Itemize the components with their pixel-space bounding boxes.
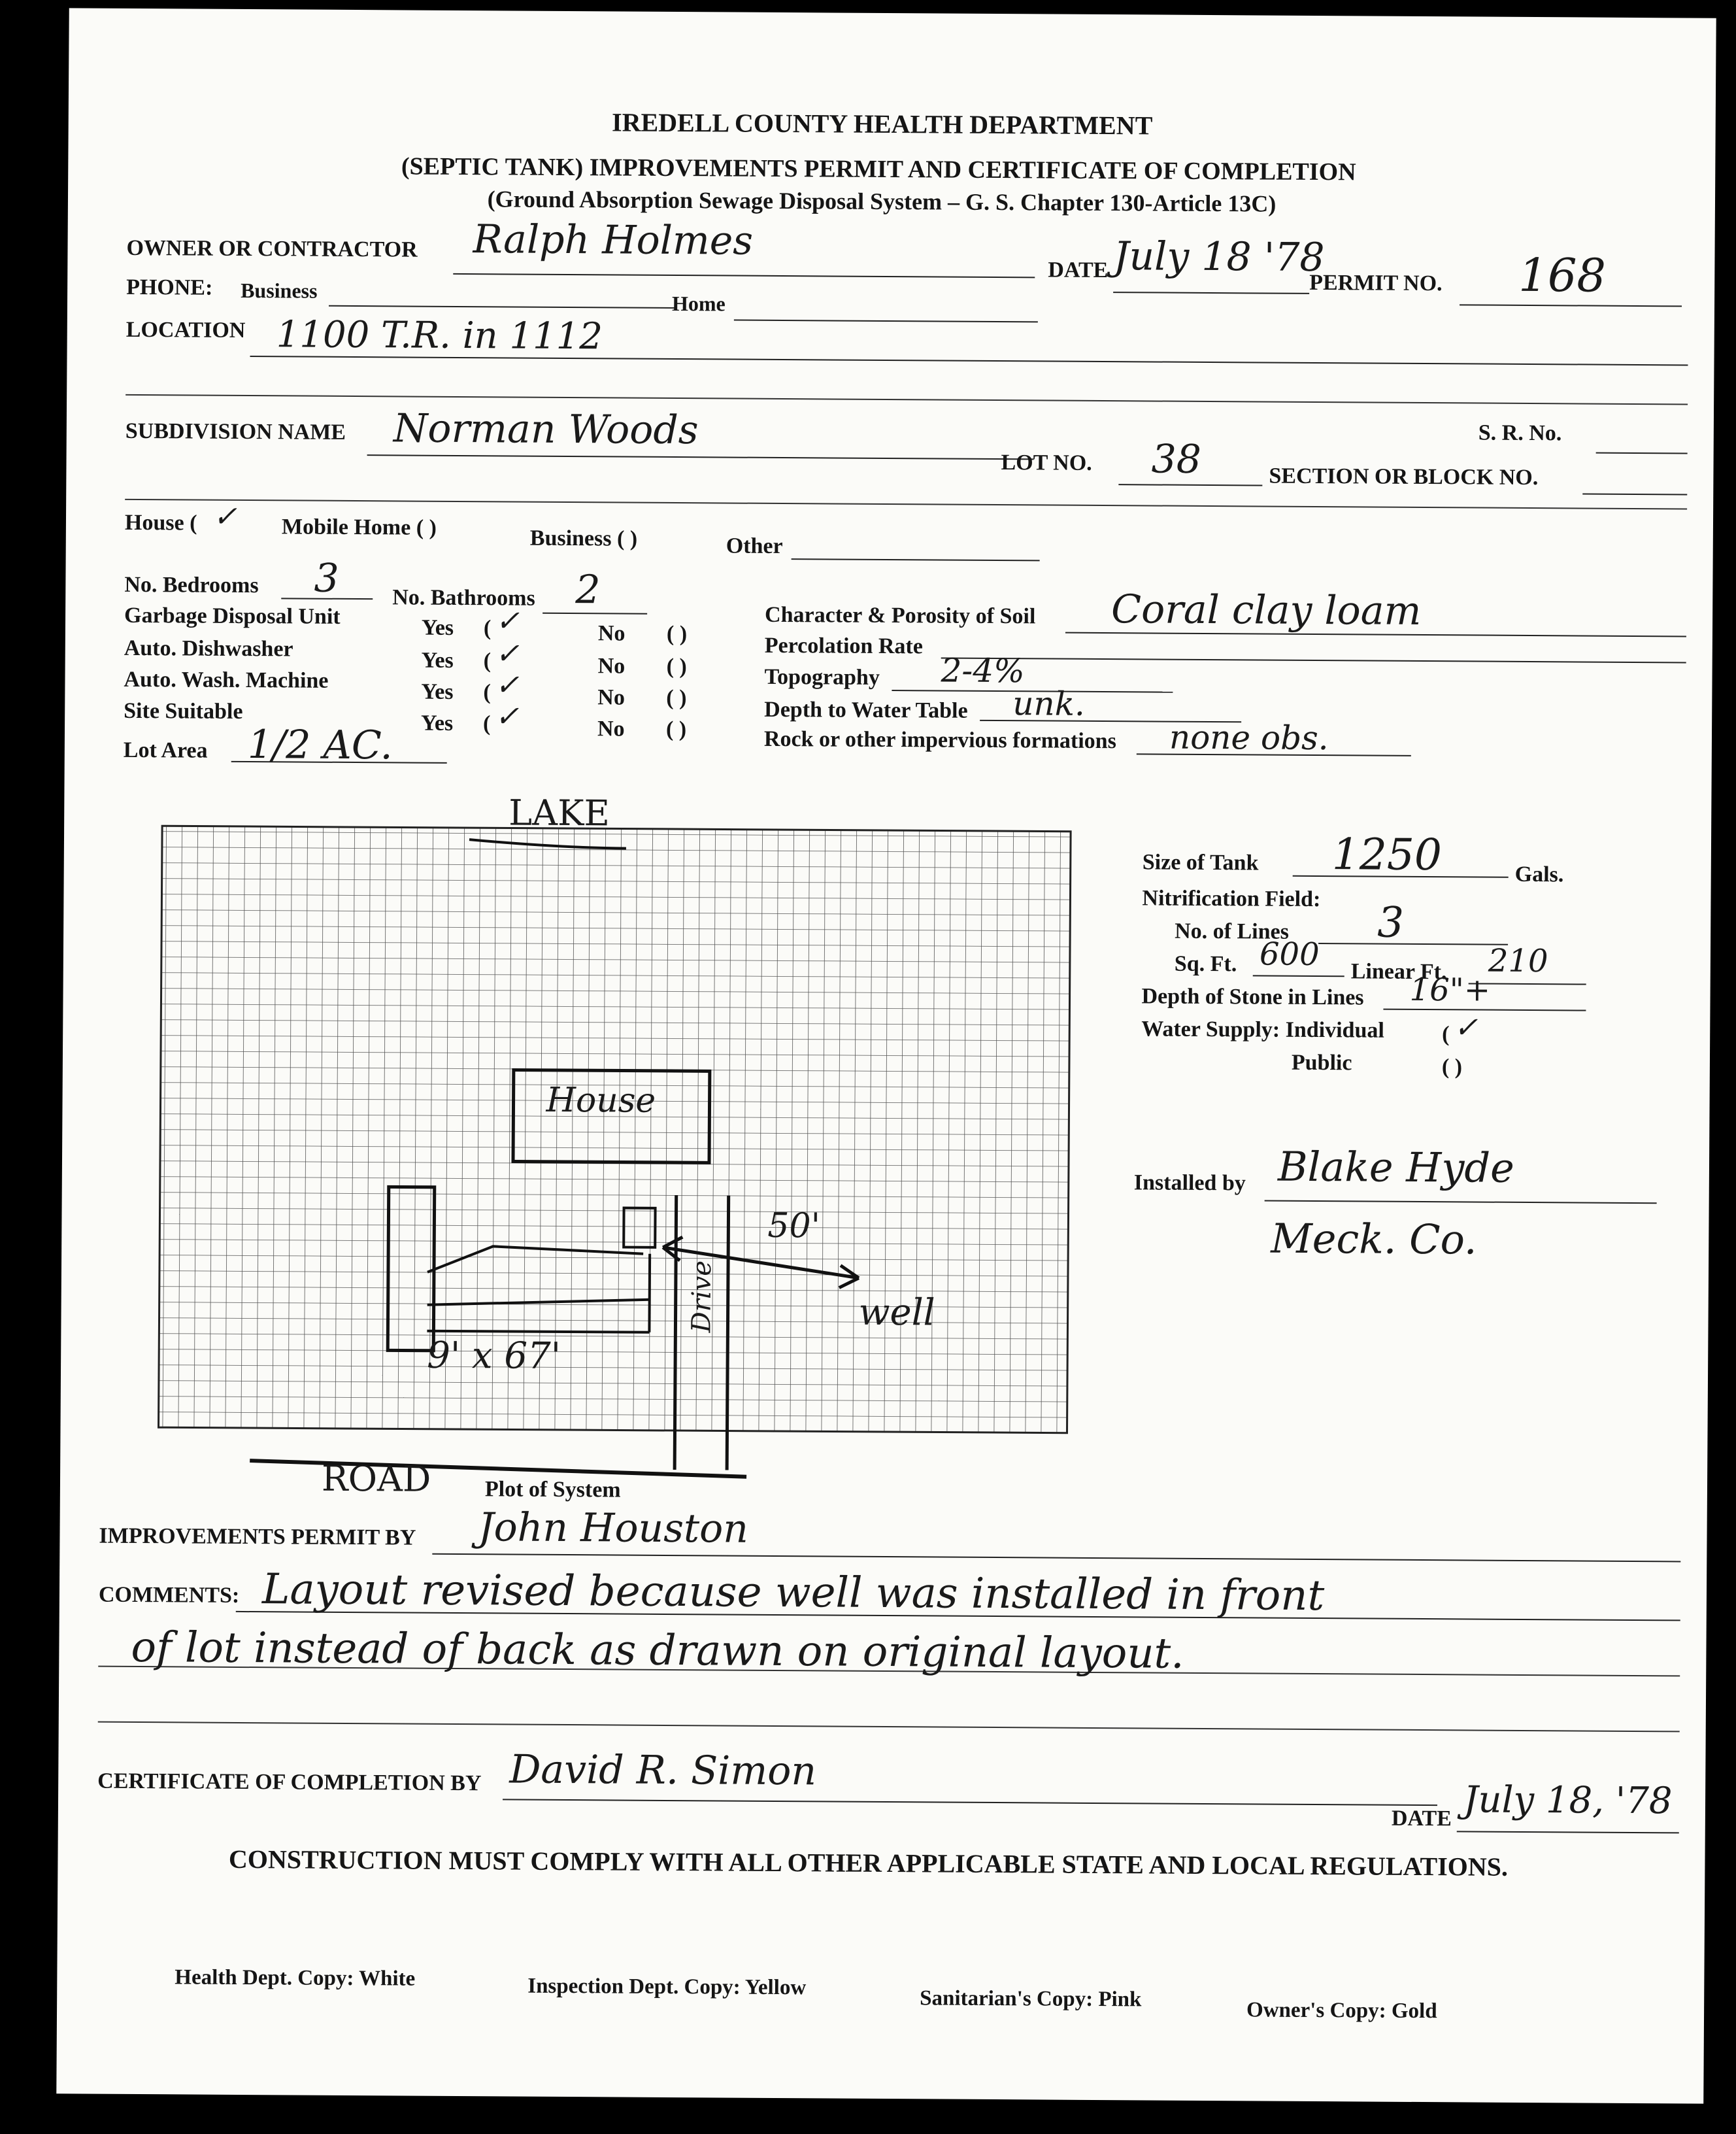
stone-depth-label: Depth of Stone in Lines <box>1141 984 1364 1010</box>
comments-rule <box>98 1721 1680 1733</box>
plot-drive-label: Drive <box>686 1260 718 1333</box>
bathrooms-label: No. Bathrooms <box>392 585 535 611</box>
subdivision-value: Norman Woods <box>393 405 699 454</box>
date-line <box>1113 292 1309 294</box>
sqft-value: 600 <box>1259 936 1320 974</box>
certificate-value: David R. Simon <box>509 1746 817 1795</box>
dishwasher-yes-check: ✓ <box>495 637 520 671</box>
installed-by-value: Blake Hyde <box>1277 1142 1515 1192</box>
subdivision-label: SUBDIVISION NAME <box>125 418 346 445</box>
sqft-label: Sq. Ft. <box>1174 951 1237 977</box>
certificate-line <box>503 1799 1437 1806</box>
plot-lake-label: LAKE <box>509 792 610 834</box>
plot-house-label: House <box>546 1080 656 1121</box>
copy-health: Health Dept. Copy: White <box>175 1965 416 1991</box>
permit-title: (SEPTIC TANK) IMPROVEMENTS PERMIT AND CERTIFICATE OF COMPLETION <box>401 152 1356 186</box>
installed-by-line <box>1265 1200 1657 1204</box>
dishwasher-label: Auto. Dishwasher <box>124 635 293 662</box>
site-yes-paren: ( <box>482 711 491 736</box>
water-supply-label: Water Supply: Individual <box>1141 1017 1385 1043</box>
date-value: July 18 '78 <box>1113 233 1325 281</box>
site-yes-check: ✓ <box>495 700 520 734</box>
mobile-home-label: Mobile Home ( ) <box>281 515 437 540</box>
garbage-label: Garbage Disposal Unit <box>124 603 341 629</box>
owner-line <box>453 273 1035 278</box>
percolation-label: Percolation Rate <box>764 633 923 659</box>
washer-no-box: ( ) <box>666 685 687 711</box>
permit-no-label: PERMIT NO. <box>1309 270 1443 296</box>
garbage-no: No <box>597 621 626 646</box>
permit-subtitle: (Ground Absorption Sewage Disposal System – G. S. Chapter 130-Article 13C) <box>487 186 1277 217</box>
phone-business-label: Business <box>241 278 318 303</box>
washer-yes-check: ✓ <box>495 668 520 702</box>
water-public-box: ( ) <box>1441 1055 1463 1079</box>
permit-no-line <box>1460 304 1682 307</box>
plot-of-system <box>99 800 1097 1525</box>
site-yes: Yes <box>420 711 454 736</box>
lot-no-label: LOT NO. <box>1001 450 1092 475</box>
linear-value: 210 <box>1488 942 1548 980</box>
washer-label: Auto. Wash. Machine <box>124 667 329 693</box>
water-table-value: unk. <box>1012 685 1086 723</box>
other-label: Other <box>726 534 783 559</box>
improvements-value: John Houston <box>478 1504 749 1552</box>
owner-label: OWNER OR CONTRACTOR <box>126 235 418 262</box>
section-label: SECTION OR BLOCK NO. <box>1269 464 1539 490</box>
permit-form <box>56 8 1716 2103</box>
phone-home-line <box>734 320 1038 323</box>
installed-by-county: Meck. Co. <box>1271 1214 1477 1264</box>
copy-owner: Owner's Copy: Gold <box>1246 1998 1437 2024</box>
location-line <box>250 356 1688 365</box>
tank-size-label: Size of Tank <box>1142 850 1259 875</box>
soil-character-label: Character & Porosity of Soil <box>765 602 1036 629</box>
dept-title: IREDELL COUNTY HEALTH DEPARTMENT <box>611 107 1153 141</box>
lot-no-line <box>1118 484 1262 486</box>
site-no-box: ( ) <box>665 717 687 742</box>
other-line <box>792 558 1040 561</box>
dishwasher-no-box: ( ) <box>666 654 687 679</box>
garbage-yes-paren: ( <box>483 616 492 641</box>
rock-value: none obs. <box>1169 718 1329 758</box>
compliance-notice: CONSTRUCTION MUST COMPLY WITH ALL OTHER APPLICABLE STATE AND LOCAL REGULATIONS. <box>228 1844 1509 1882</box>
certificate-date-label: DATE <box>1391 1806 1452 1831</box>
lines-value: 3 <box>1377 898 1405 947</box>
plot-well-label: well <box>858 1291 935 1334</box>
tank-size-value: 1250 <box>1331 829 1443 881</box>
comments-label: COMMENTS: <box>98 1582 240 1608</box>
nitrification-label: Nitrification Field: <box>1142 886 1321 912</box>
linear-label: Linear Ft. <box>1350 959 1447 985</box>
phone-label: PHONE: <box>126 275 213 300</box>
percolation-line <box>941 658 1686 664</box>
plot-dimension-label: 9' x 67' <box>426 1334 561 1378</box>
tank-gals: Gals. <box>1514 862 1564 887</box>
plot-distance-label: 50' <box>767 1206 821 1246</box>
phone-home-label: Home <box>671 291 726 316</box>
house-label: House ( <box>124 510 197 535</box>
owner-value: Ralph Holmes <box>473 216 754 264</box>
water-individual-paren: ( <box>1442 1022 1450 1047</box>
lot-no-value: 38 <box>1151 436 1202 483</box>
dishwasher-yes-paren: ( <box>483 649 492 673</box>
bedrooms-label: No. Bedrooms <box>124 572 259 598</box>
certificate-date-line <box>1457 1831 1679 1833</box>
copy-sanitarian: Sanitarian's Copy: Pink <box>920 1986 1142 2012</box>
garbage-yes-check: ✓ <box>495 604 520 638</box>
dishwasher-no: No <box>597 654 626 679</box>
topography-label: Topography <box>764 664 880 690</box>
plot-road-label: ROAD <box>321 1457 431 1500</box>
garbage-yes: Yes <box>421 615 454 640</box>
certificate-date-value: July 18, '78 <box>1463 1778 1673 1823</box>
stone-depth-value: 16"+ <box>1409 971 1491 1009</box>
water-public-label: Public <box>1291 1050 1352 1075</box>
rock-label: Rock or other impervious formations <box>763 726 1116 754</box>
installed-by-label: Installed by <box>1133 1170 1246 1196</box>
subdivision-line <box>367 454 1034 460</box>
lines-line <box>1318 943 1508 945</box>
business-label: Business ( ) <box>529 526 638 551</box>
location-value: 1100 T.R. in 1112 <box>276 313 603 358</box>
dishwasher-yes: Yes <box>421 648 454 673</box>
lot-area-value: 1/2 AC. <box>247 722 393 769</box>
stone-depth-line <box>1383 1009 1586 1011</box>
lines-label: No. of Lines <box>1175 919 1290 944</box>
phone-business-line <box>329 305 675 309</box>
copy-inspection: Inspection Dept. Copy: Yellow <box>527 1974 807 2000</box>
improvements-label: IMPROVEMENTS PERMIT BY <box>99 1523 416 1550</box>
soil-character-value: Coral clay loam <box>1110 586 1422 634</box>
lot-area-label: Lot Area <box>123 737 208 763</box>
comments-line2: of lot instead of back as drawn on original layout. <box>131 1623 1184 1678</box>
bathrooms-value: 2 <box>575 567 601 613</box>
date-label: DATE <box>1048 258 1109 283</box>
section-line <box>1582 493 1687 495</box>
house-check: ✓ <box>212 500 238 534</box>
improvements-line <box>432 1553 1680 1563</box>
location-label: LOCATION <box>125 317 246 343</box>
sqft-line <box>1253 975 1344 977</box>
sr-no-line <box>1596 452 1688 454</box>
subdivision-rule <box>125 499 1687 510</box>
water-table-label: Depth to Water Table <box>764 697 968 723</box>
site-no: No <box>597 717 625 741</box>
water-individual-check: ✓ <box>1454 1011 1478 1045</box>
washer-no: No <box>597 685 626 710</box>
bedrooms-value: 3 <box>314 555 339 601</box>
topography-value: 2-4% <box>941 651 1025 690</box>
sr-no-label: S. R. No. <box>1478 420 1562 446</box>
site-suitable-label: Site Suitable <box>124 698 243 724</box>
permit-no-value: 168 <box>1518 248 1607 303</box>
comments-line1: Layout revised because well was installed in front <box>261 1565 1325 1621</box>
garbage-no-box: ( ) <box>666 621 688 647</box>
certificate-label: CERTIFICATE OF COMPLETION BY <box>97 1769 482 1796</box>
washer-yes-paren: ( <box>483 680 491 705</box>
location-line-2 <box>125 394 1688 405</box>
plot-caption: Plot of System <box>484 1477 621 1502</box>
washer-yes: Yes <box>421 679 454 704</box>
